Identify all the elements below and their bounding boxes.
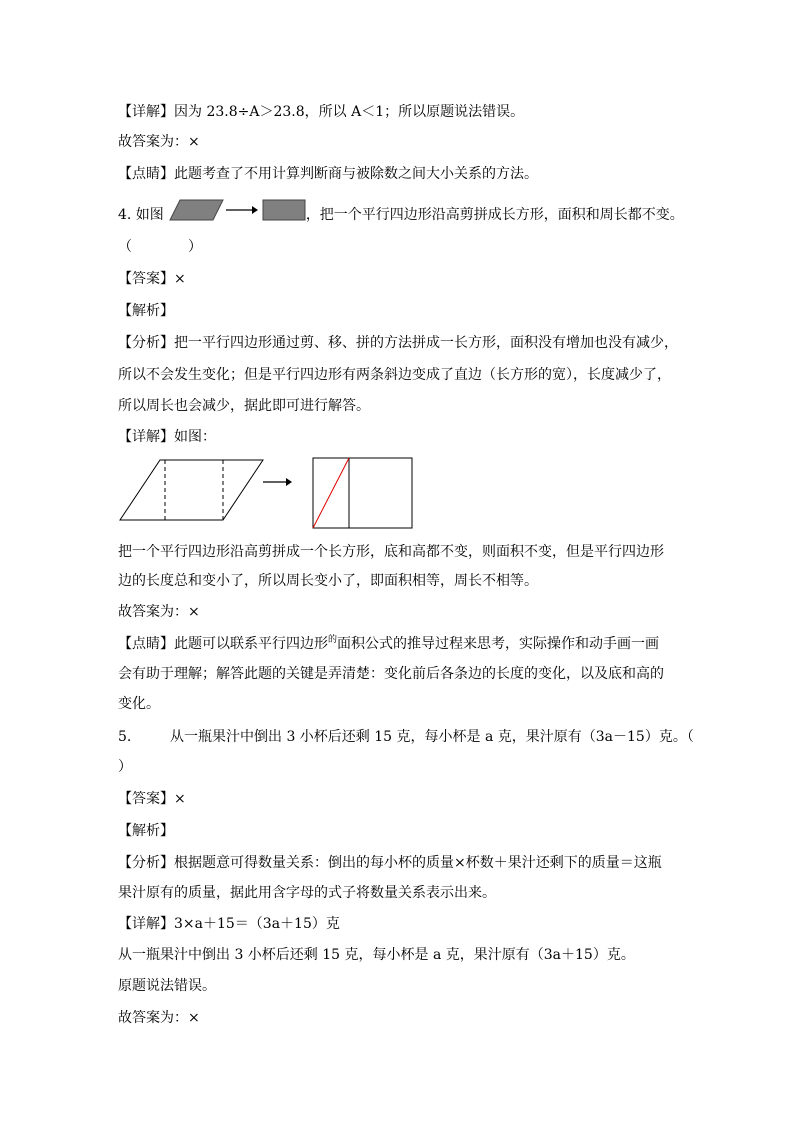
red-diagonal-line — [313, 458, 349, 528]
q4-inline-figure — [170, 199, 312, 225]
q4-explanation-figure — [120, 455, 420, 531]
question-5-number: 5. — [118, 729, 132, 745]
q4-analysis-line-2: 所以不会发生变化；但是平行四边形有两条斜边变成了直边（长方形的宽），长度减少了， — [118, 367, 671, 383]
key-point-line: 【点睛】此题考查了不用计算判断商与被除数之间大小关系的方法。 — [118, 166, 538, 182]
q5-conclusion: 故答案为：× — [118, 1010, 200, 1026]
q4-key-point-1b: 面积公式的推导过程来思考，实际操作和动手画一画 — [337, 636, 660, 652]
q4-conclusion: 故答案为：× — [118, 604, 200, 620]
q4-key-point-1a: 【点睛】此题可以联系平行四边形 — [118, 636, 328, 652]
q4-explanation-line-2: 边的长度总和变小了，所以周长变小了，即面积相等，周长不相等。 — [118, 573, 538, 589]
q4-key-point-line-2: 会有助于理解；解答此题的关键是弄清楚：变化前后各条边的长度的变化，以及底和高的 — [118, 666, 664, 682]
explanation-arrow-head-icon — [286, 478, 292, 486]
q4-suffix: ，把一个平行四边形沿高剪拼成长方形，面积和周长都不变。 — [305, 207, 684, 223]
q5-analysis-heading: 【解析】 — [118, 823, 174, 839]
q4-key-point-line-1 — [118, 634, 659, 656]
question-5-text: 从一瓶果汁中倒出 3 小杯后还剩 15 克，每小杯是 a 克，果汁原有（3a－15）克。（ — [170, 729, 694, 745]
q5-answer: 【答案】× — [118, 791, 186, 807]
answer-conclusion: 故答案为：× — [118, 134, 200, 150]
q5-detail: 【详解】3×a＋15＝（3a＋15）克 — [118, 916, 340, 932]
q4-analysis-line-3: 所以周长也会减少，据此即可进行解答。 — [118, 398, 370, 414]
q4-key-point-line-3: 变化。 — [118, 696, 160, 712]
parallelogram-shaded — [170, 200, 223, 220]
q4-answer: 【答案】× — [118, 271, 186, 287]
parallelogram-outline — [120, 460, 263, 520]
q4-explanation-line-1: 把一个平行四边形沿高剪拼成一个长方形，底和高都不变，则面积不变，但是平行四边形 — [118, 544, 664, 560]
rectangle-shaded — [263, 200, 305, 220]
q5-analysis-line-2: 果汁原有的质量，据此用含字母的式子将数量关系表示出来。 — [118, 885, 496, 901]
q4-analysis-line-1: 【分析】把一平行四边形通过剪、移、拼的方法拼成一长方形，面积没有增加也没有减少， — [118, 335, 678, 351]
q4-key-point-sup: 的 — [328, 635, 338, 645]
q4-prefix: 4. 如图 — [118, 207, 164, 223]
rectangle-outline — [313, 458, 412, 528]
detail-line: 【详解】因为 23.8÷A＞23.8，所以 A＜1；所以原题说法错误。 — [118, 104, 525, 120]
q5-analysis-line-1: 【分析】根据题意可得数量关系：倒出的每小杯的质量×杯数＋果汁还剩下的质量＝这瓶 — [118, 855, 662, 871]
arrow-head-icon — [252, 206, 258, 214]
q4-paren: （ ） — [118, 239, 202, 255]
q4-analysis-heading: 【解析】 — [118, 303, 174, 319]
q4-detail-heading: 【详解】如图： — [118, 429, 216, 445]
question-5-close-paren: ） — [118, 759, 132, 775]
q5-explanation-line-1: 从一瓶果汁中倒出 3 小杯后还剩 15 克，每小杯是 a 克，果汁原有（3a＋15）克。 — [118, 947, 635, 963]
q5-explanation-line-2: 原题说法错误。 — [118, 978, 216, 994]
